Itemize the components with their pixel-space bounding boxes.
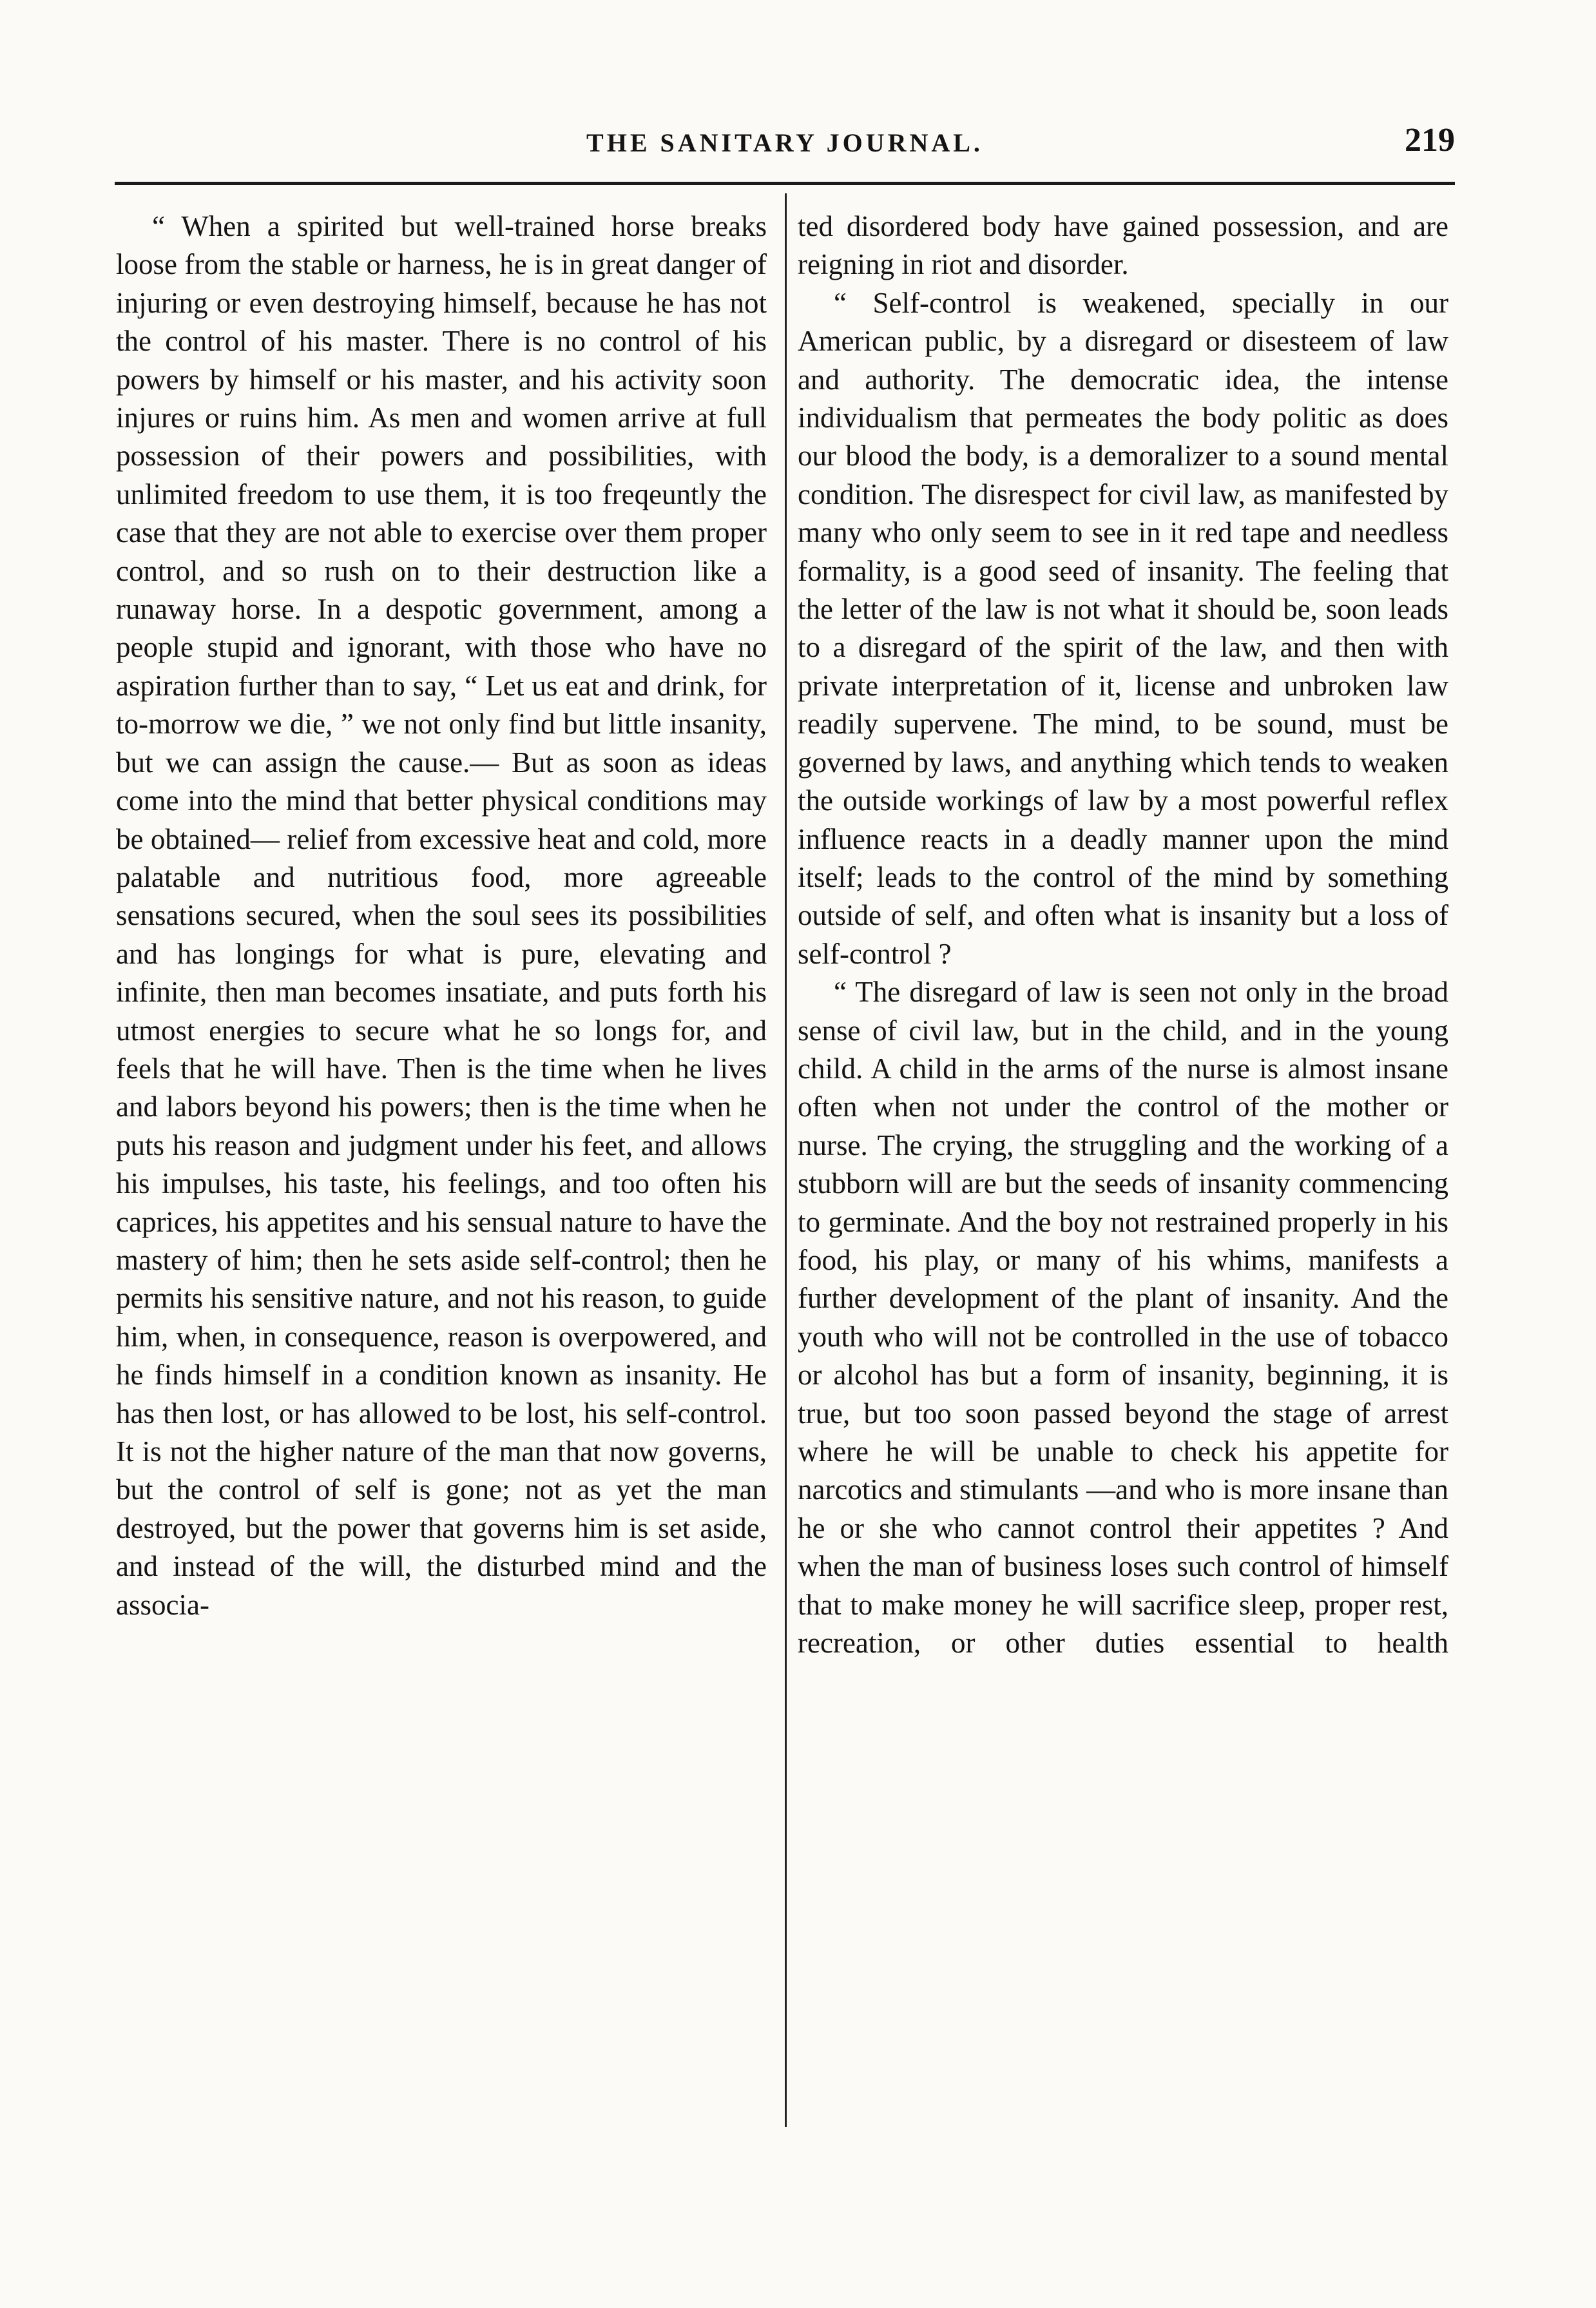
left-column xyxy=(116,208,767,1624)
right-paragraph-1: ted disordered body have gained possession, and are reigning in riot and disorder. xyxy=(798,210,1448,281)
column-divider xyxy=(785,193,787,2127)
running-head xyxy=(115,121,1455,173)
journal-title: THE SANITARY JOURNAL. xyxy=(586,128,983,157)
right-column xyxy=(798,208,1448,1662)
page-number: 219 xyxy=(1405,122,1455,159)
right-paragraph-2: “ Self-control is weakened, specially in our American public, by a disregard or disesteem of law and authority. The democratic idea, the intense individualism that permeates the body politic as does our blood the body, is a demoralizer to a sound mental condition. The disrespect for civil law, as manifested by many who only seem to see in it red tape and needless formality, is a good seed of insanity. The feeling that the letter of the law is not what it should be, soon leads to a disregard of the spirit of the law, and then with private interpretation of it, license and unbroken law readily supervene. The mind, to be sound, must be governed by laws, and anything which tends to weaken the outside workings of law by a most powerful reflex influence reacts in a deadly manner upon the mind itself; leads to the control of the mind by something outside of self, and often what is insanity but a loss of self-control ? xyxy=(798,286,1448,970)
header-rule xyxy=(115,182,1455,185)
right-paragraph-3: “ The disregard of law is seen not only in the broad sense of civil law, but in the child, and in the young child. A child in the arms of the nurse is almost insane often when not under the control of the mother or nurse. The crying, the struggling and the working of a stubborn will are but the seeds of insanity commencing to germinate. And the boy not restrained properly in his food, his play, or many of his whims, manifests a further development of the plant of insanity. And the youth who will not be controlled in the use of tobacco or alcohol has but a form of insanity, beginning, it is true, but too soon passed beyond the stage of arrest where he will be unable to check his appetite for narcotics and stimulants —and who is more insane than he or she who cannot control their appetites ? And when the man of business loses such control of himself that to make money he will sacrifice sleep, proper rest, recreation, or other duties essential to health xyxy=(798,976,1448,1660)
left-paragraph-1: “ When a spirited but well-trained horse breaks loose from the stable or harness, he is in great danger of injuring or even destroying himself, because he has not the control of his master. There is no control of his powers by himself or his master, and his activity soon injures or ruins him. As men and women arrive at full possession of their powers and possibilities, with unlimited freedom to use them, it is too freqeuntly the case that they are not able to exercise over them proper control, and so rush on to their destruction like a runaway horse. In a despotic government, among a people stupid and ignorant, with those who have no aspiration further than to say, “ Let us eat and drink, for to-morrow we die, ” we not only find but little insanity, but we can assign the cause.— But as soon as ideas come into the mind that better physical conditions may be obtained— relief from excessive heat and cold, more palatable and nutritious food, more agreeable sensations secured, when the soul sees its possibilities and has longings for what is pure, elevating and infinite, then man becomes insatiate, and puts forth his utmost energies to secure what he so longs for, and feels that he will have. Then is the time when he lives and labors beyond his powers; then is the time when he puts his reason and judgment under his feet, and allows his impulses, his taste, his feelings, and too often his caprices, his appetites and his sensual nature to have the mastery of him; then he sets aside self-control; then he permits his sensitive nature, and not his reason, to guide him, when, in consequence, reason is overpowered, and he finds himself in a condition known as insanity. He has then lost, or has allowed to be lost, his self-control. It is not the higher nature of the man that now governs, but the control of self is gone; not as yet the man destroyed, but the power that governs him is set aside, and instead of the will, the disturbed mind and the associa- xyxy=(116,210,767,1621)
